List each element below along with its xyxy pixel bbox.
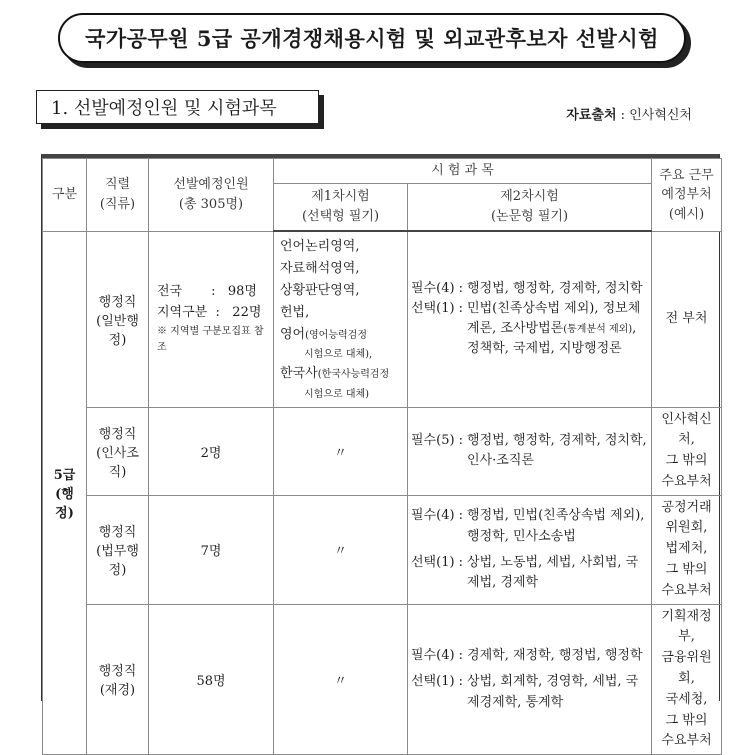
dept-cell: 인사혁신처, 그 밖의 수요부처	[652, 407, 722, 495]
dept-cell: 기획재정부, 금융위원회, 국세청, 그 밖의 수요부처	[652, 604, 722, 755]
job-cell: 행정직 (인사조직)	[87, 407, 149, 495]
header-second-exam: 제2차시험 (논문형 필기)	[408, 183, 652, 231]
job-cell: 행정직 (재경)	[87, 604, 149, 755]
second-exam-cell: 필수(4) : 행정법, 행정학, 경제학, 정치학 선택(1) : 민법(친족상속법 제외), 정보체계론, 조사방법론(통계분석 제외), 정책학, 국제법, 지방행정론	[408, 231, 652, 407]
grade-cell: 5급 (행정)	[43, 231, 87, 755]
job-cell: 행정직 (일반행정)	[87, 231, 149, 407]
header-category: 구분	[43, 159, 87, 232]
first-exam-cell: 〃	[274, 604, 408, 755]
header-quota: 선발예정인원 (총 305명)	[149, 159, 274, 232]
quota-note: ※ 지역별 구분모집표 참조	[157, 325, 264, 353]
source-value: 인사혁신처	[629, 108, 692, 123]
quota-label: 지역구분	[157, 305, 208, 320]
dept-cell: 전 부처	[652, 231, 722, 407]
source-label: 자료출처	[566, 108, 617, 123]
header-subjects: 시 험 과 목	[274, 159, 652, 184]
header-dept: 주요 근무 예정부처 (예시)	[652, 159, 722, 232]
dept-cell: 공정거래 위원회, 법제처, 그 밖의 수요부처	[652, 495, 722, 604]
header-job: 직렬 (직류)	[87, 159, 149, 232]
table-row	[43, 604, 722, 755]
quota-cell: 7명	[149, 495, 274, 604]
job-cell: 행정직 (법무행정)	[87, 495, 149, 604]
first-exam-cell: 〃	[274, 495, 408, 604]
first-exam-cell: 〃	[274, 407, 408, 495]
quota-label: 전국	[157, 284, 183, 300]
quota-cell: 58명	[149, 604, 274, 755]
table-row	[43, 231, 722, 407]
document-title: 국가공무원 5급 공개경쟁채용시험 및 외교관후보자 선발시험	[58, 13, 686, 63]
second-exam-cell: 필수(5) : 행정법, 행정학, 경제학, 정치학, 인사·조직론	[408, 407, 652, 495]
table-row	[43, 407, 722, 495]
first-exam-cell: 언어논리영역, 자료해석영역, 상황판단영역, 헌법, 영어(영어능력검정 시험으로 대체), 한국사(한국사능력검정 시험으로 대체)	[274, 231, 408, 407]
quota-cell: 전국 : 98명 지역구분 : 22명 ※ 지역별 구분모집표 참조	[149, 231, 274, 407]
source-note	[566, 104, 692, 123]
second-exam-cell: 필수(4) : 행정법, 민법(친족상속법 제외), 행정학, 민사소송법 선택(1) : 상법, 노동법, 세법, 사회법, 국제법, 경제학	[408, 495, 652, 604]
header-first-exam: 제1차시험 (선택형 필기)	[274, 183, 408, 231]
exam-table	[41, 154, 720, 749]
second-exam-cell: 필수(4) : 경제학, 재정학, 행정법, 행정학 선택(1) : 상법, 회계학, 경영학, 세법, 국제경제학, 통계학	[408, 604, 652, 755]
source-sep: :	[620, 108, 626, 123]
section-title: 1. 선발예정인원 및 시험과목	[36, 90, 319, 124]
quota-cell: 2명	[149, 407, 274, 495]
table-row	[43, 495, 722, 604]
